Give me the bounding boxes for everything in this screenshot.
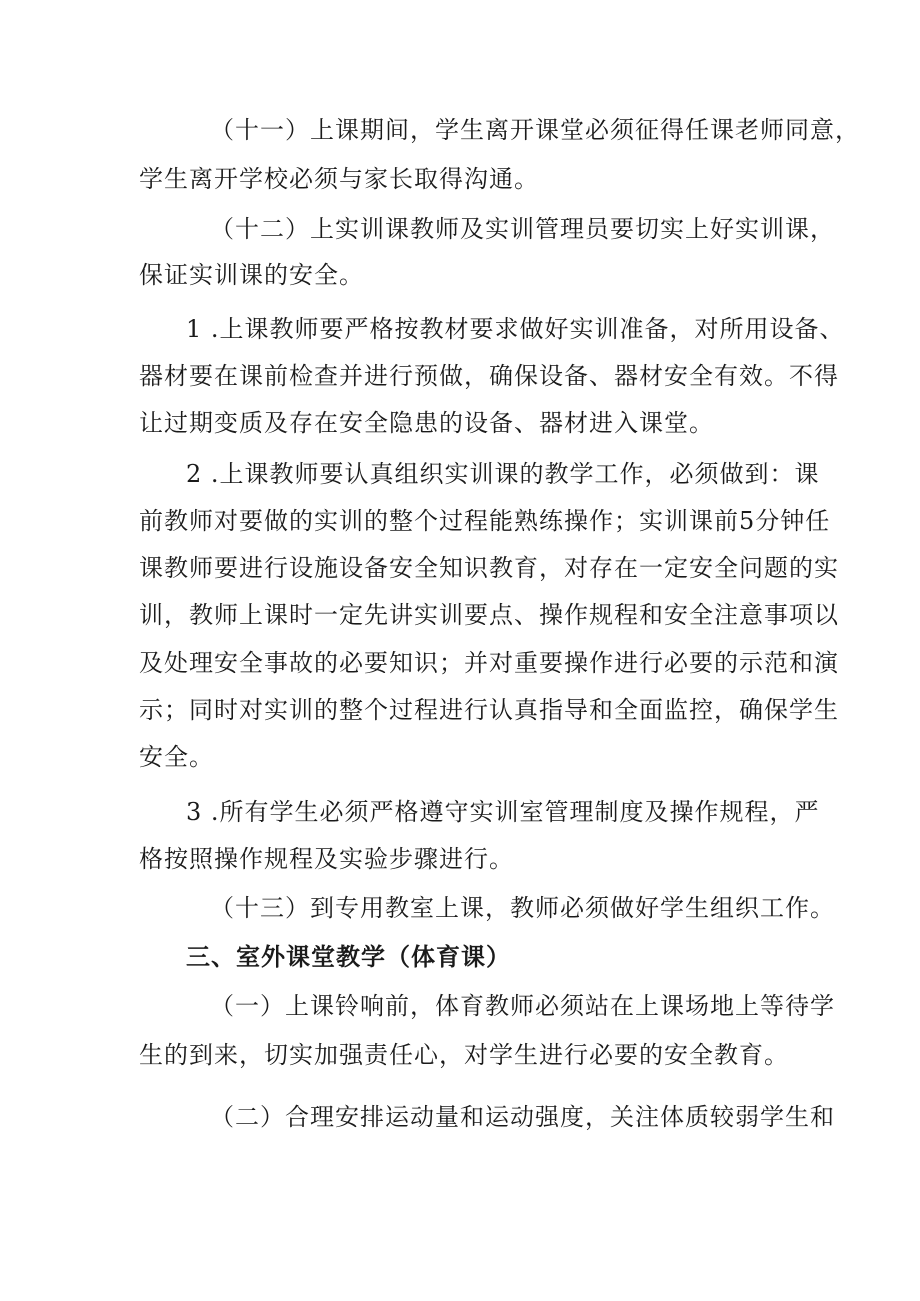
item-3-line-2: 格按照操作规程及实验步骤进行。 bbox=[139, 845, 514, 873]
paragraph-12-line-2: 保证实训课的安全。 bbox=[139, 261, 364, 289]
item-1-line-1: 1 .上课教师要严格按教材要求做好实训准备，对所用设备、 bbox=[186, 315, 845, 343]
item-2-line-4: 训，教师上课时一定先讲实训要点、操作规程和安全注意事项以 bbox=[139, 601, 839, 629]
item-1-line-3: 让过期变质及存在安全隐患的设备、器材进入课堂。 bbox=[139, 409, 714, 437]
paragraph-11-line-2: 学生离开学校必须与家长取得沟通。 bbox=[139, 165, 539, 193]
item-2-line-1: 2 .上课教师要认真组织实训课的教学工作，必须做到：课 bbox=[186, 460, 820, 488]
section-3-paragraph-1-line-2: 生的到来，切实加强责任心，对学生进行必要的安全教育。 bbox=[139, 1041, 789, 1069]
item-2-line-6: 示；同时对实训的整个过程进行认真指导和全面监控，确保学生 bbox=[139, 696, 839, 724]
section-3-paragraph-1-line-1: （一）上课铃响前，体育教师必须站在上课场地上等待学 bbox=[210, 992, 835, 1020]
paragraph-13-line-1: （十三）到专用教室上课，教师必须做好学生组织工作。 bbox=[210, 894, 835, 922]
item-3-line-1: 3 .所有学生必须严格遵守实训室管理制度及操作规程，严 bbox=[186, 798, 820, 826]
section-3-heading: 三、室外课堂教学（体育课） bbox=[186, 942, 511, 971]
paragraph-11-line-1: （十一）上课期间，学生离开课堂必须征得任课老师同意， bbox=[210, 116, 860, 144]
item-1-line-2: 器材要在课前检查并进行预做，确保设备、器材安全有效。不得 bbox=[139, 362, 839, 390]
item-2-line-7: 安全。 bbox=[139, 743, 214, 771]
item-2-line-5: 及处理安全事故的必要知识；并对重要操作进行必要的示范和演 bbox=[139, 649, 839, 677]
section-3-paragraph-2-line-1: （二）合理安排运动量和运动强度，关注体质较弱学生和 bbox=[210, 1103, 835, 1131]
item-2-line-3: 课教师要进行设施设备安全知识教育，对存在一定安全问题的实 bbox=[139, 554, 839, 582]
paragraph-12-line-1: （十二）上实训课教师及实训管理员要切实上好实训课， bbox=[210, 215, 835, 243]
item-2-line-2: 前教师对要做的实训的整个过程能熟练操作；实训课前5分钟任 bbox=[139, 507, 831, 535]
